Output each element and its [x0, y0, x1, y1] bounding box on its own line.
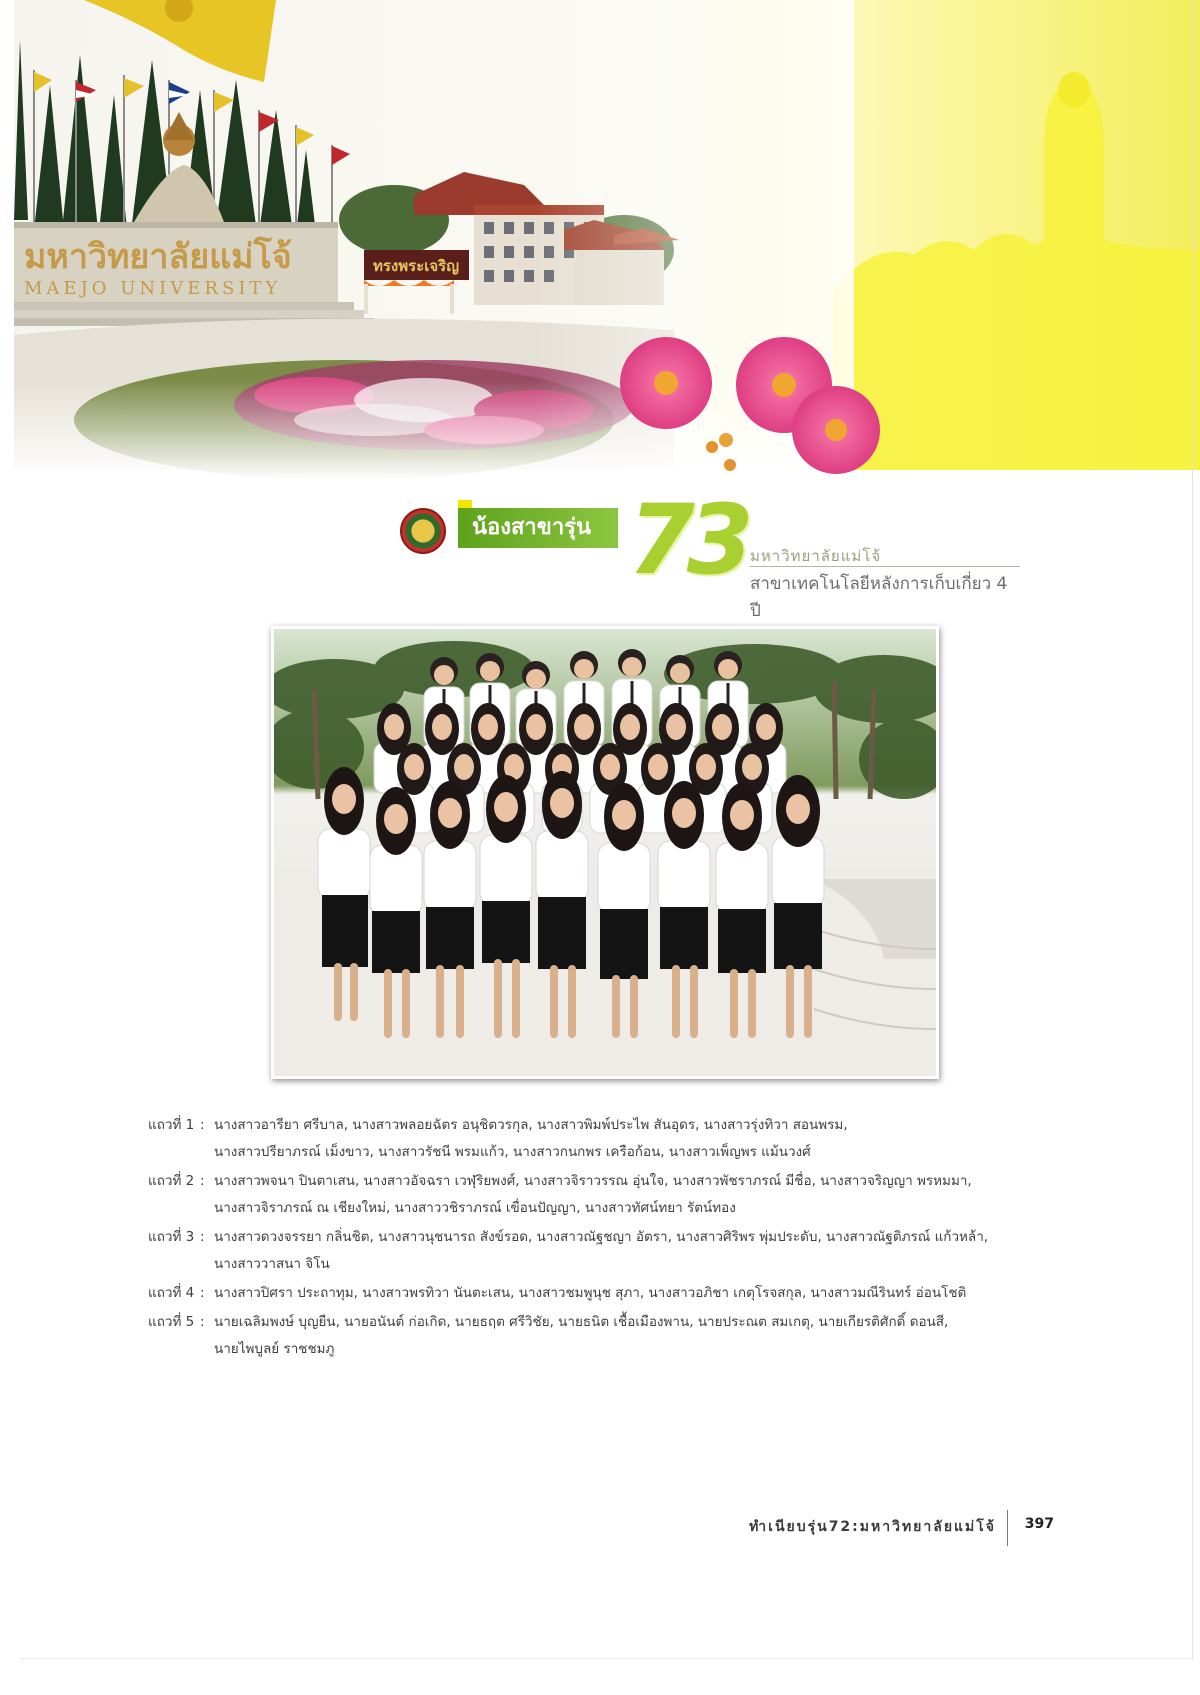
- title-divider: [750, 566, 1020, 567]
- building-sign-text: ทรงพระเจริญ: [372, 257, 460, 275]
- caption-row-5: แถวที่ 5 : นายเฉลิมพงษ์ บุญยืน, นายอนันต์ ก่อเกิด, นายธฤต ศรีวิชัย, นายธนิต เชื้อเมืองพาน, นายประณต สมเกตุ, นายเกียรติศักดิ์ ดอนสี, นายไพบูลย์ ราชชมภู: [148, 1309, 1068, 1363]
- group-photo-illustration: [274, 629, 936, 1076]
- row-names: นางสาวปรียาภรณ์ เม็งขาว, นางสาวรัชนี พรมแก้ว, นางสาวกนกพร เครือก้อน, นางสาวเพ็ญพร แม้นวงศ์: [214, 1144, 811, 1160]
- campus-sign-text-en: MAEJO UNIVERSITY: [24, 278, 282, 299]
- title-program: สาขาเทคโนโลยีหลังการเก็บเกี่ยว 4 ปี: [750, 574, 1008, 621]
- campus-illustration: [14, 0, 1200, 480]
- row-names: นางสาวดวงจรรยา กลิ่นชิต, นางสาวนุชนารถ สังข์รอด, นางสาวณัฐชญา อัตรา, นางสาวศิริพร พุ่มประดับ, นางสาวณัฐติภรณ์ แก้วหล้า,: [214, 1229, 989, 1245]
- header-banner: [14, 0, 1200, 480]
- row-label: แถวที่ 2: [148, 1173, 195, 1189]
- section-title: [400, 484, 1020, 621]
- caption-row-2: แถวที่ 2 : นางสาวพจนา ปินตาเสน, นางสาวอัจฉรา เวฬุริยพงศ์, นางสาวจิราวรรณ อุ่นใจ, นางสาวพัชราภรณ์ มีชื่อ, นางสาวจริญญา พรหมมา, นางสาวจิราภรณ์ ณ เชียงใหม่, นางสาววชิราภรณ์ เขื่อนปัญญา, นางสาวทัศน์ทยา รัตน์ทอง: [148, 1168, 1068, 1222]
- row-names: นางสาวอารียา ศรีบาล, นางสาวพลอยฉัตร อนุชิตวรกุล, นางสาวพิมพ์ประไพ สันอุดร, นางสาวรุ่งทิวา สอนพรม,: [214, 1117, 848, 1133]
- row-names: นางสาวปิศรา ประถาทุม, นางสาวพรทิวา นันตะเสน, นางสาวชมพูนุช สุภา, นางสาวอภิชา เกตุโรจสกุล, นางสาวมณีรินทร์ อ่อนโชติ: [214, 1285, 967, 1301]
- page-footer: [724, 1508, 1054, 1548]
- title-university: มหาวิทยาลัยแม่โจ้: [750, 547, 882, 565]
- book-title: ทำเนียบรุ่น72:มหาวิทยาลัยแม่โจ้: [749, 1519, 996, 1535]
- row-label: แถวที่ 5: [148, 1314, 195, 1330]
- page-number: 397: [1024, 1516, 1054, 1532]
- class-photo-frame: [271, 626, 939, 1079]
- row-names: นางสาวพจนา ปินตาเสน, นางสาวอัจฉรา เวฬุริยพงศ์, นางสาวจิราวรรณ อุ่นใจ, นางสาวพัชราภรณ์ มีชื่อ, นางสาวจริญญา พรหมมา,: [214, 1173, 972, 1189]
- row-names: นายเฉลิมพงษ์ บุญยืน, นายอนันต์ ก่อเกิด, นายธฤต ศรีวิชัย, นายธนิต เชื้อเมืองพาน, นายประณต สมเกตุ, นายเกียรติศักดิ์ ดอนสี,: [214, 1314, 949, 1330]
- title-tab: น้องสาขารุ่น: [458, 508, 618, 548]
- caption-row-1: แถวที่ 1 : นางสาวอารียา ศรีบาล, นางสาวพลอยฉัตร อนุชิตวรกุล, นางสาวพิมพ์ประไพ สันอุดร, นางสาวรุ่งทิวา สอนพรม, นางสาวปรียาภรณ์ เม็งขาว, นางสาวรัชนี พรมแก้ว, นางสาวกนกพร เครือก้อน, นางสาวเพ็ญพร แม้นวงศ์: [148, 1112, 1068, 1166]
- row-names: นายไพบูลย์ ราชชมภู: [214, 1341, 335, 1357]
- pink-flower-icon: [792, 386, 880, 474]
- row-label: แถวที่ 3: [148, 1229, 195, 1245]
- scan-edge: [1192, 0, 1193, 1660]
- name-captions: [148, 1112, 1068, 1365]
- class-number: 73: [628, 484, 746, 596]
- row-label: แถวที่ 4: [148, 1285, 195, 1301]
- caption-row-4: แถวที่ 4 : นางสาวปิศรา ประถาทุม, นางสาวพรทิวา นันตะเสน, นางสาวชมพูนุช สุภา, นางสาวอภิชา เกตุโรจสกุล, นางสาวมณีรินทร์ อ่อนโชติ: [148, 1280, 1068, 1307]
- university-emblem-icon: [400, 508, 446, 554]
- class-photo: [274, 629, 936, 1076]
- footer-divider: [1007, 1510, 1008, 1546]
- row-names: นางสาววาสนา จิโน: [214, 1256, 330, 1272]
- row-names: นางสาวจิราภรณ์ ณ เชียงใหม่, นางสาววชิราภรณ์ เขื่อนปัญญา, นางสาวทัศน์ทยา รัตน์ทอง: [214, 1200, 736, 1216]
- scan-edge: [20, 1658, 1192, 1659]
- caption-row-3: แถวที่ 3 : นางสาวดวงจรรยา กลิ่นชิต, นางสาวนุชนารถ สังข์รอด, นางสาวณัฐชญา อัตรา, นางสาวศิริพร พุ่มประดับ, นางสาวณัฐติภรณ์ แก้วหล้า, นางสาววาสนา จิโน: [148, 1224, 1068, 1278]
- pink-flower-icon: [620, 337, 712, 429]
- row-label: แถวที่ 1: [148, 1117, 195, 1133]
- campus-sign-text: มหาวิทยาลัยแม่โจ้: [24, 237, 292, 277]
